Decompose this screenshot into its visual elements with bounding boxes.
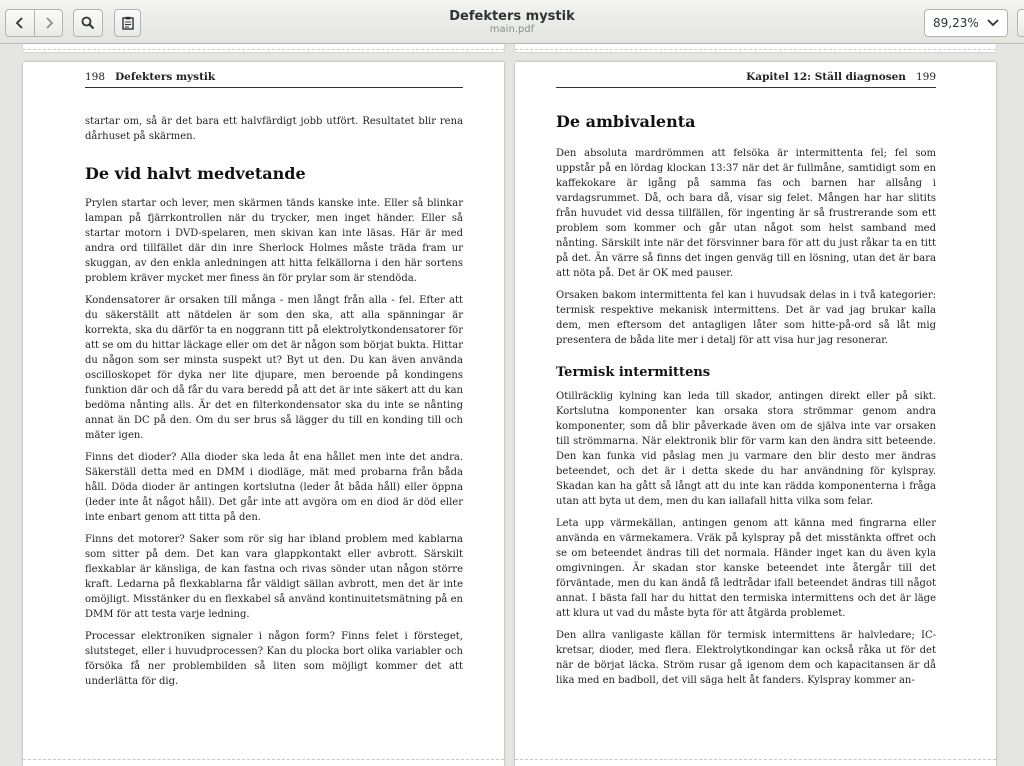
paragraph: Leta upp värmekällan, antingen genom att känna med fingrarna eller använda en värmekamera. Vräk på kylspray på det misstänkta offret och se om beteendet ändras till det normala. Händer inget kan du även kyla omgivningen. Är skadan stor kanske beteendet inte återgår till det förväntade, men du kan ändå få ledtrådar ifall beteendet ändras till något annat. I bästa fall har du hittat den termiska intermittens och det är läge att klura ut vad du måste byta för att åtgärda problemet. (556, 518, 936, 619)
paragraph: Prylen startar och lever, men skärmen tänds kanske inte. Eller så blinkar lampan på fjärrkontrollen när du trycker, men inget händer. Eller så startar motorn i DVD-spelaren, men skivan kan inte läsas. Här är med andra ord tillfället där din inre Sherlock Holmes måste träda fram ur skuggan, av den enkla anledningen att hitta felkällorna i den här sortens problem kräver mycket mer finess än för prylar som är stendöda. (85, 198, 463, 284)
paragraph: Den absoluta mardrömmen att felsöka är intermittenta fel; fel som uppstår på en lördag klockan 13:37 när det är fullmåne, samtidigt som en kaffekokare är igång på samma fas och barnen har allsång i vardagsrummet. Då, och bara då, visar sig felet. Mången har har slitits från huvudet vid dessa tillfällen, för ingenting är så frustrerande som ett problem som kommer och går utan något som helst samband med nånting. Särskilt inte när det försvinner bara för att du just råkar ta en titt på det. Än värre så finns det ingen genväg till en lösning, utan det är bara att nöta på. Det är OK med pauser. (556, 148, 936, 279)
chevron-right-icon (43, 17, 55, 29)
paragraph: Otillräcklig kylning kan leda till skador, antingen direkt eller på sikt. Kortslutna komponenter kan orsaka stora strömmar genom andra komponenter, som då blir påverkade även om de själva inte var orsaken till strömmarna. När elektronik blir för varm kan den ändra sitt beteende. Den kan funka vid påslag men ju varmare den blir desto mer ändras beteendet, och det är i detta skede du har användning för kylspray. Skadan kan ha gått så långt att du inte kan rädda komponenterna i fråga utan att byta ut dem, men du kan iallafall hitta vilka som felar. (556, 391, 936, 507)
history-nav-group (5, 9, 63, 37)
menu-button[interactable] (1017, 9, 1024, 37)
page-body (85, 114, 463, 696)
chevron-left-icon (14, 17, 26, 29)
zoom-value: 89,23% (933, 16, 979, 30)
page-number: 199 (915, 71, 936, 83)
section-heading: De ambivalenta (556, 112, 696, 131)
paragraph: Finns det motorer? Saker som rör sig har ibland problem med kablarna som sitter på dem. Det kan vara glappkontakt eller avbrott. Särskilt flexkablar är känsliga, de kan fastna och rivas sönder utan någon större kraft. Ledarna på flexkablarna får väldigt sällan avbrott, men det är inte omöjligt. Misstänker du en flexkabel så använd kontinuitetsmätning på en DMM för att testa varje ledning. (85, 534, 463, 620)
chevron-down-icon (987, 19, 999, 27)
running-header (85, 71, 463, 88)
pdf-page-199 (515, 62, 996, 766)
paragraph: Orsaken bakom intermittenta fel kan i huvudsak delas in i två kategorier: termisk respektive mekanisk intermittens. Det är vad jag brukar kalla dem, men eftersom det antagligen låter som hitte-på-ord så låt mig presentera de båda lite mer i detalj för att visa hur jag resonerar. (556, 290, 936, 346)
header-bar (0, 0, 1024, 44)
search-icon (81, 16, 95, 30)
page-body (556, 112, 936, 695)
paragraph: Den allra vanligaste källan för termisk intermittens är halvledare; IC-kretsar, dioder, med flera. Elektrolytkondingar kan också råka ut för det när de börjat läcka. Ström rusar gå igenom dem och kapacitansen är då lika med en badboll, det vill säga helt åt fanders. Kylspray kommer an- (556, 630, 936, 686)
pdf-page-198 (23, 62, 504, 766)
running-header (556, 71, 936, 88)
running-title: Kapitel 12: Ställ diagnosen (746, 71, 906, 83)
section-heading: De vid halvt medvetande (85, 164, 306, 183)
zoom-select[interactable] (924, 9, 1008, 37)
clipboard-icon (122, 16, 134, 30)
paragraph: Processar elektroniken signaler i någon form? Finns felet i försteget, slutsteget, eller i huvudprocessen? Kan du plocka bort olika variabler och försöka få ner problembilden så liten som möjligt kommer det att underlätta för dig. (85, 631, 463, 687)
paragraph: Finns det dioder? Alla dioder ska leda åt ena hållet men inte det andra. Säkerställ detta med en DMM i diodläge, mät med probarna från båda håll. Döda dioder är antingen kortslutna (leder åt båda håll) eller öppna (leder inte åt något håll). Det går inte att avgöra om en diod är död eller inte enbart genom att titta på den. (85, 452, 463, 523)
paragraph: Kondensatorer är orsaken till många - men långt från alla - fel. Efter att du säkerställt att nätdelen är som den ska, att alla spänningar är korrekta, ska du därför ta en noggrann titt på elektrolytkondensatorer för att se om du hittar läckage eller om det är någon som börjat bukta. Hittar du någon som ser minsta suspekt ut? Byt ut den. Du kan även använda oscilloskopet för dyka ner lite djupare, men beroende på kondingens funktion där och då får du vara beredd på att det är inte säkert att du kan bedöma nånting alls. Är det en filterkondensator ska du inte se nånting annat än DC på den. Om du ser brus så lägger du till en konding till och mäter igen. (85, 295, 463, 441)
forward-button[interactable] (34, 9, 63, 37)
page-bottom-edge (515, 759, 996, 760)
subsection-heading: Termisk intermittens (556, 365, 711, 380)
search-button[interactable] (73, 9, 103, 37)
document-title-area (352, 9, 672, 36)
document-filename: main.pdf (489, 24, 535, 35)
page-bottom-edge (23, 759, 504, 760)
previous-page-edge-right (515, 44, 996, 52)
paragraph: startar om, så är det bara ett halvfärdigt jobb utfört. Resultatet blir rena dårhuset på skärmen. (85, 116, 463, 142)
sidebar-toggle-button[interactable] (114, 9, 141, 37)
document-title: Defekters mystik (449, 9, 575, 24)
page-number: 198 (85, 71, 106, 83)
previous-page-edge-left (23, 44, 504, 52)
running-title: Defekters mystik (115, 71, 216, 83)
back-button[interactable] (5, 9, 35, 37)
